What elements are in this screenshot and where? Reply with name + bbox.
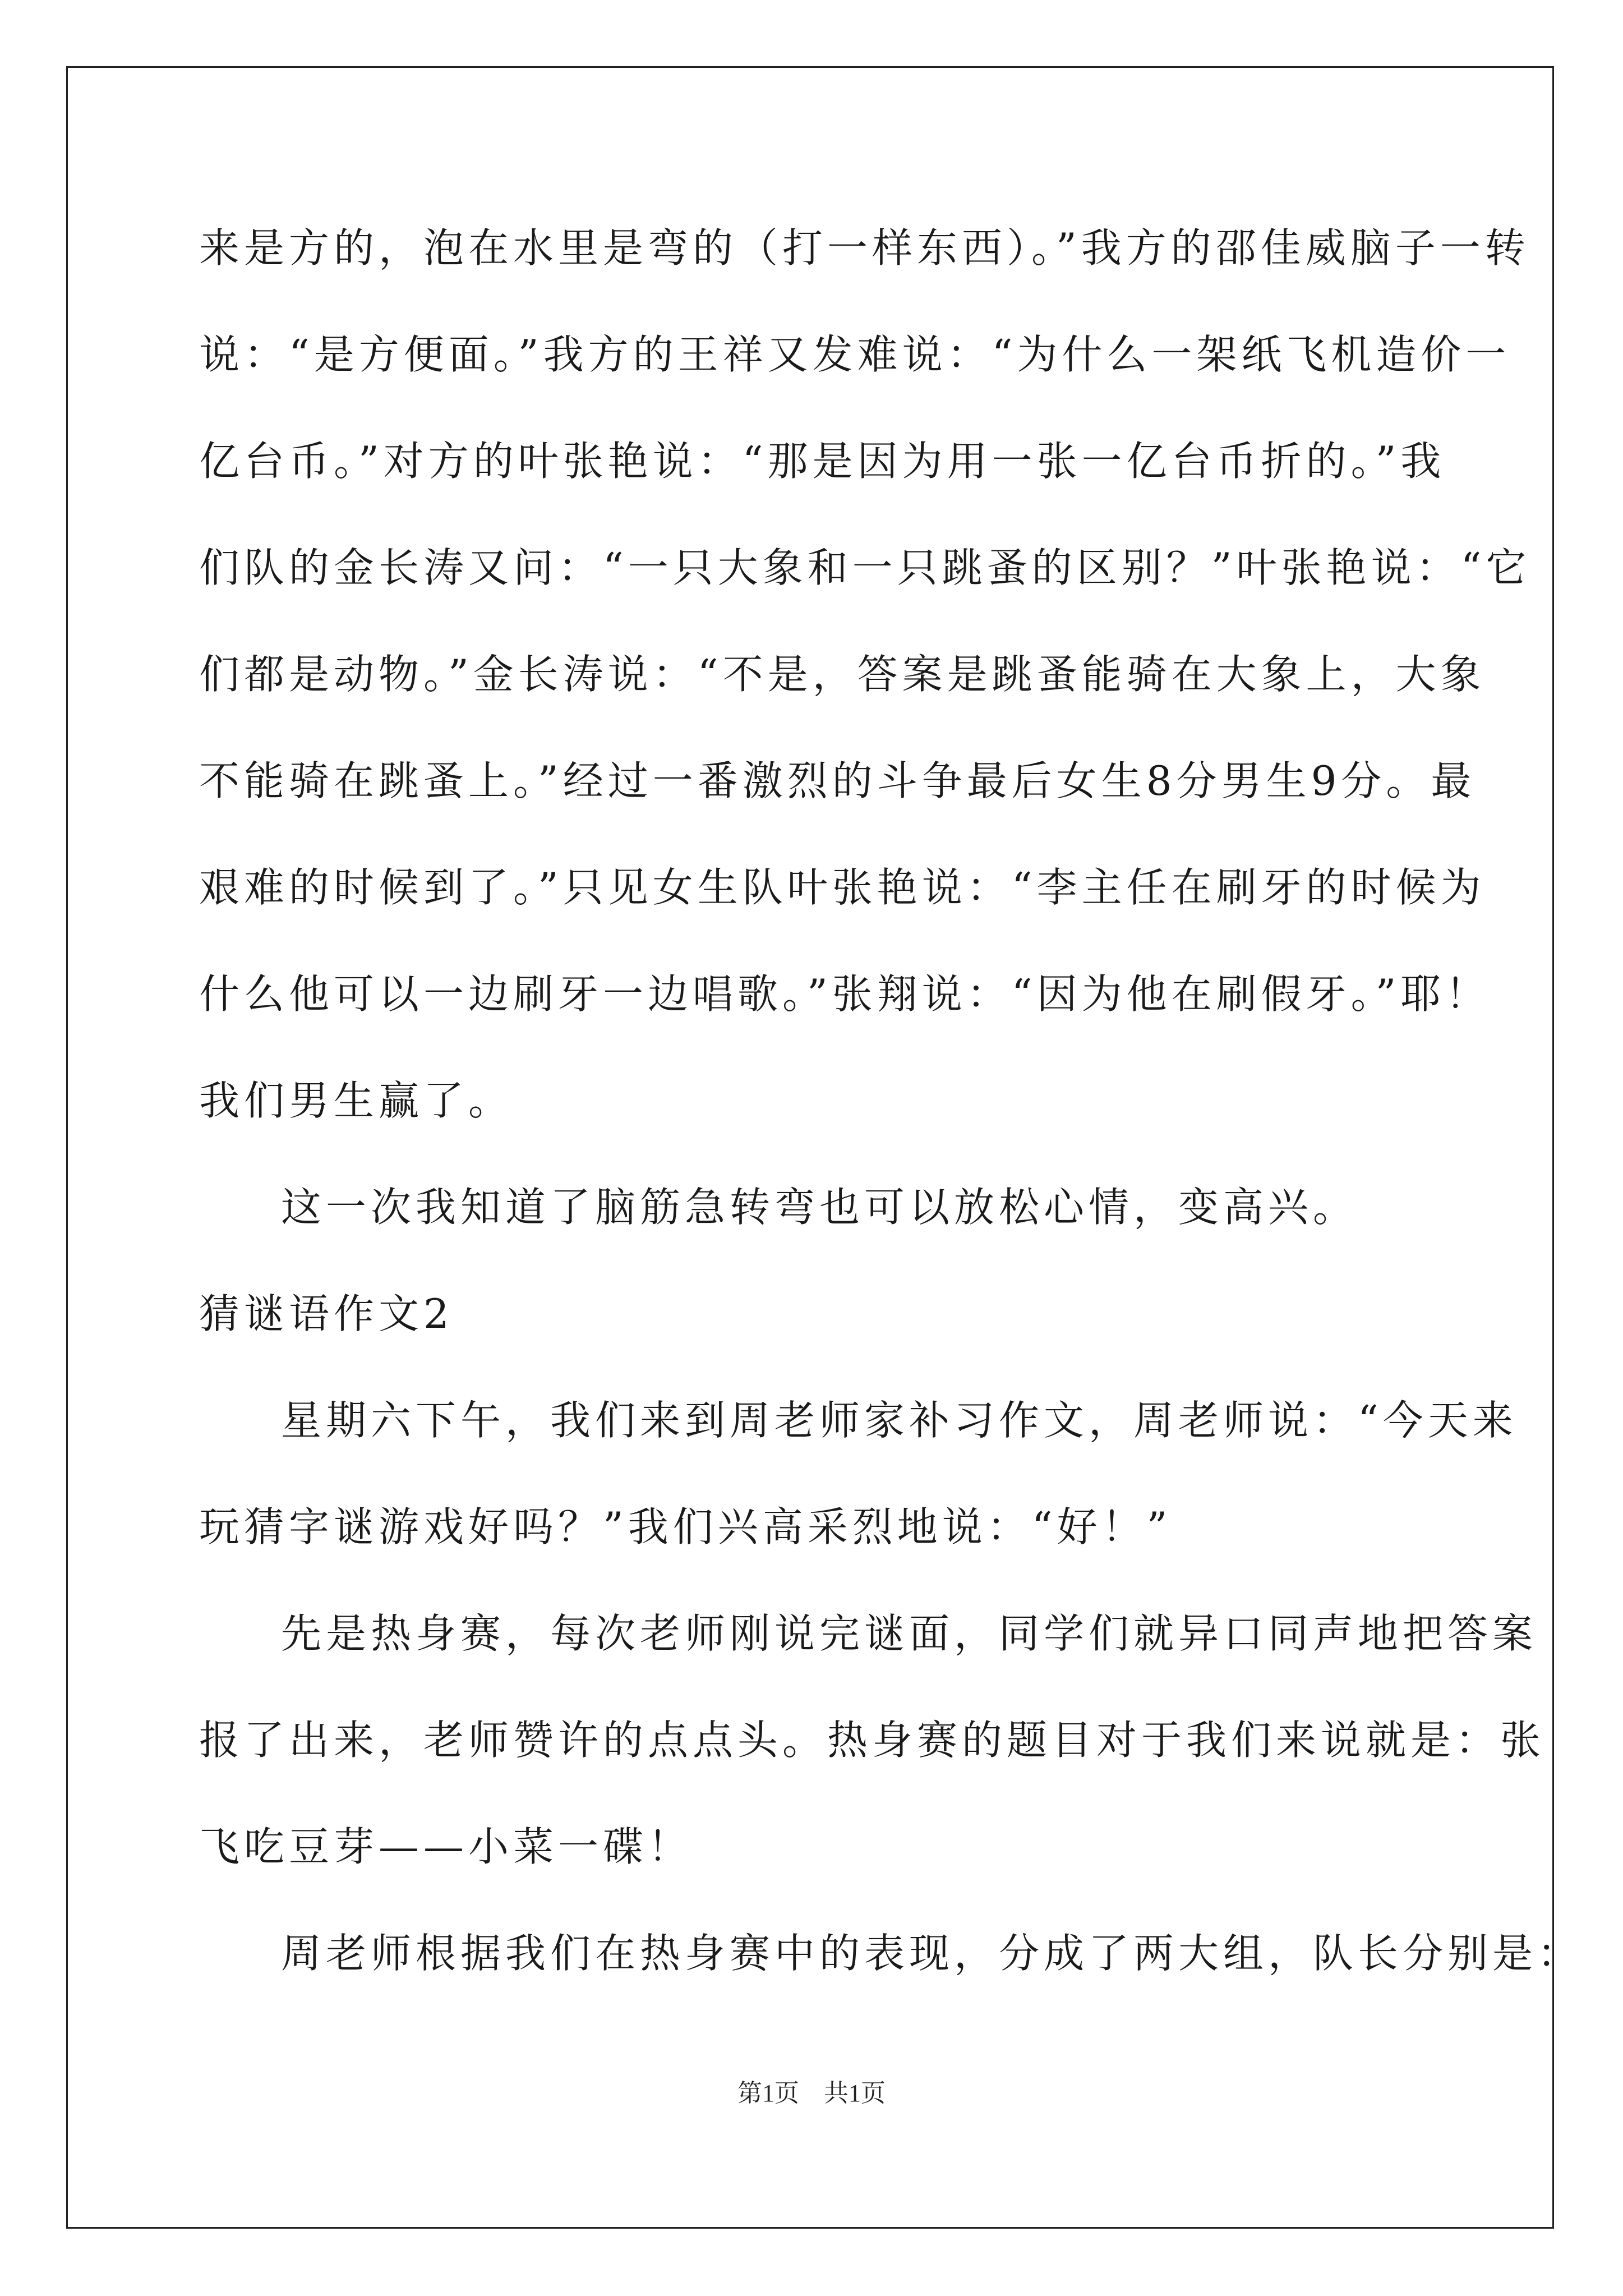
text-line: 什么他可以一边刷牙一边唱歌。”张翔说：“因为他在刷假牙。”耶！	[199, 970, 1491, 1018]
paragraph-line: 这一次我知道了脑筋急转弯也可以放松心情，变高兴。	[281, 1184, 1358, 1231]
text-line: 们都是动物。”金长涛说：“不是，答案是跳蚤能骑在大象上，大象	[199, 651, 1486, 698]
section-heading: 猜谜语作文2	[199, 1290, 454, 1337]
text-line: 说：“是方便面。”我方的王祥又发难说：“为什么一架纸飞机造价一	[199, 331, 1511, 378]
text-line: 报了出来，老师赞许的点点头。热身赛的题目对于我们来说就是：张	[199, 1717, 1546, 1764]
paragraph-line: 星期六下午，我们来到周老师家补习作文，周老师说：“今天来	[281, 1397, 1518, 1444]
text-line: 飞吃豆芽——小菜一碟！	[199, 1823, 693, 1870]
paragraph-line: 周老师根据我们在热身赛中的表现，分成了两大组，队长分别是：	[281, 1930, 1583, 1977]
text-line: 们队的金长涛又问：“一只大象和一只跳蚤的区别？”叶张艳说：“它	[199, 544, 1531, 591]
text-line: 不能骑在跳蚤上。”经过一番激烈的斗争最后女生8分男生9分。最	[199, 757, 1476, 804]
page-number: 第1页 共1页	[737, 2079, 886, 2107]
text-line: 玩猜字谜游戏好吗？”我们兴高采烈地说：“好！”	[199, 1503, 1172, 1550]
text-line: 来是方的，泡在水里是弯的（打一样东西）。”我方的邵佳威脑子一转	[199, 224, 1530, 272]
page-border	[66, 66, 1554, 2229]
paragraph-line: 先是热身赛，每次老师刚说完谜面，同学们就异口同声地把答案	[281, 1610, 1538, 1657]
text-line: 亿台币。”对方的叶张艳说：“那是因为用一张一亿台币折的。”我	[199, 438, 1446, 485]
text-line: 我们男生赢了。	[199, 1077, 514, 1124]
text-line: 艰难的时候到了。”只见女生队叶张艳说：“李主任在刷牙的时候为	[199, 864, 1486, 911]
